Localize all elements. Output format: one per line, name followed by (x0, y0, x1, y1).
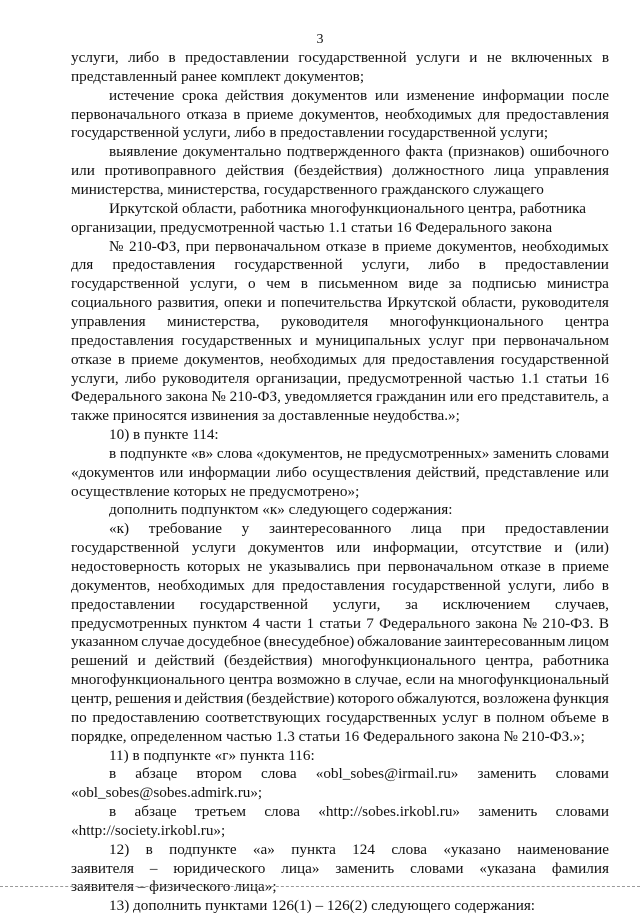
text-line: 10) в пункте 114: (109, 426, 219, 443)
text-line: центр, решения и действия (бездействие) которого обжалуются, возложена функция (71, 689, 609, 707)
page-number: 3 (316, 32, 324, 47)
text-line: истечение срока действия документов или изменение информации после (109, 86, 609, 104)
text-line: 11) в подпункте «г» пункта 116: (109, 746, 315, 764)
text-line: предоставлении государственной услуги, за исключением случаев, (71, 595, 609, 613)
text-line: Иркутской области, работника многофункционального центра, работника (109, 199, 587, 217)
text-line: решений и действий (бездействия) многофункционального центра, работника (71, 652, 609, 670)
text-line: в подпункте «в» слова «документов, не предусмотренных» заменить словами (109, 444, 609, 462)
text-line: «документов или информации либо осуществления действий, представление или (71, 463, 609, 481)
text-line: «http://society.irkobl.ru»; (71, 821, 226, 839)
text-line: в абзаце втором слова «obl_sobes@irmail.ru» заменить словами (109, 765, 609, 783)
text-line: организации, предусмотренной частью 1.1 статьи 16 Федерального закона (71, 218, 553, 236)
text-line: № 210-ФЗ, при первоначальном отказе в приеме документов, необходимых (109, 237, 609, 255)
text-line: «obl_sobes@sobes.admirk.ru»; (71, 784, 263, 802)
text-line: выявление документально подтвержденного факта (признаков) ошибочного (109, 143, 609, 161)
text-line: также приносятся извинения за доставленные неудобства.»; (71, 407, 460, 425)
text-line: по предоставлению соответствующих государственных услуг в полном объеме в (71, 708, 609, 726)
text-line: осуществление которых не предусмотрено»; (71, 482, 360, 500)
text-line: в абзаце третьем слова «http://sobes.irkobl.ru» заменить словами (109, 803, 609, 820)
text-line: социального развития, опеки и попечительства Иркутской области, руководителя (71, 294, 609, 312)
bottom-divider (0, 886, 640, 887)
text-line: управления министерства, руководителя многофункционального центра (71, 312, 609, 330)
text-line: государственной услуги документов или информации, отсутствие и (или) (71, 539, 609, 557)
text-line: услуги, либо в предоставлении государственной услуги и не включенных в (71, 49, 609, 66)
text-line: указанном случае досудебное (внесудебное) обжалование заинтересованным лицом (71, 633, 609, 651)
text-line: предусмотренных пунктом 4 части 1 статьи 7 Федерального закона № 210-ФЗ. В (71, 614, 609, 632)
text-line: предоставления государственных и муниципальных услуг при первоначальном (71, 331, 609, 349)
text-line: дополнить подпунктом «к» следующего содержания: (109, 501, 453, 519)
text-line: недостоверность которых не указывались при первоначальном отказе в приеме (71, 558, 609, 575)
text-line: многофункционального центра возможно в случае, если на многофункциональный (71, 671, 609, 689)
text-line: 12) в подпункте «а» пункта 124 слова «указано наименование (109, 840, 609, 858)
text-line: министерства, министерства, государственного гражданского служащего (71, 181, 544, 198)
text-line: 13) дополнить пунктами 126(1) – 126(2) следующего содержания: (109, 897, 536, 914)
text-line: отказе в приеме документов, необходимых для предоставления государственной (71, 350, 609, 368)
text-line: государственной услуги, о чем в письменном виде за подписью министра (71, 275, 609, 293)
text-line: порядке, определенном частью 1.3 статьи 16 Федерального закона № 210-ФЗ.»; (71, 727, 585, 745)
text-line: или противоправного действия (бездействия) должностного лица управления (71, 162, 609, 180)
text-line: документов, необходимых для предоставления государственной услуги, либо в (71, 576, 609, 594)
text-line: заявителя – юридического лица» заменить словами «указана фамилия (71, 859, 609, 877)
text-line: для предоставления государственной услуги, либо в предоставлении (71, 256, 609, 274)
text-line: Федерального закона № 210-ФЗ, уведомляется гражданин или его представитель, а (71, 388, 609, 406)
text-line: услуги, либо руководителя организации, предусмотренной частью 1.1 статьи 16 (71, 369, 609, 387)
text-line: первоначального отказа в приеме документов, необходимых для предоставления (71, 105, 609, 123)
text-line: государственной услуги, либо в предоставлении государственной услуги; (71, 124, 549, 142)
text-line: «к) требование у заинтересованного лица при предоставлении (109, 520, 609, 538)
text-line: заявителя – физического лица»; (71, 878, 277, 896)
text-line: представленный ранее комплект документов; (71, 67, 365, 85)
